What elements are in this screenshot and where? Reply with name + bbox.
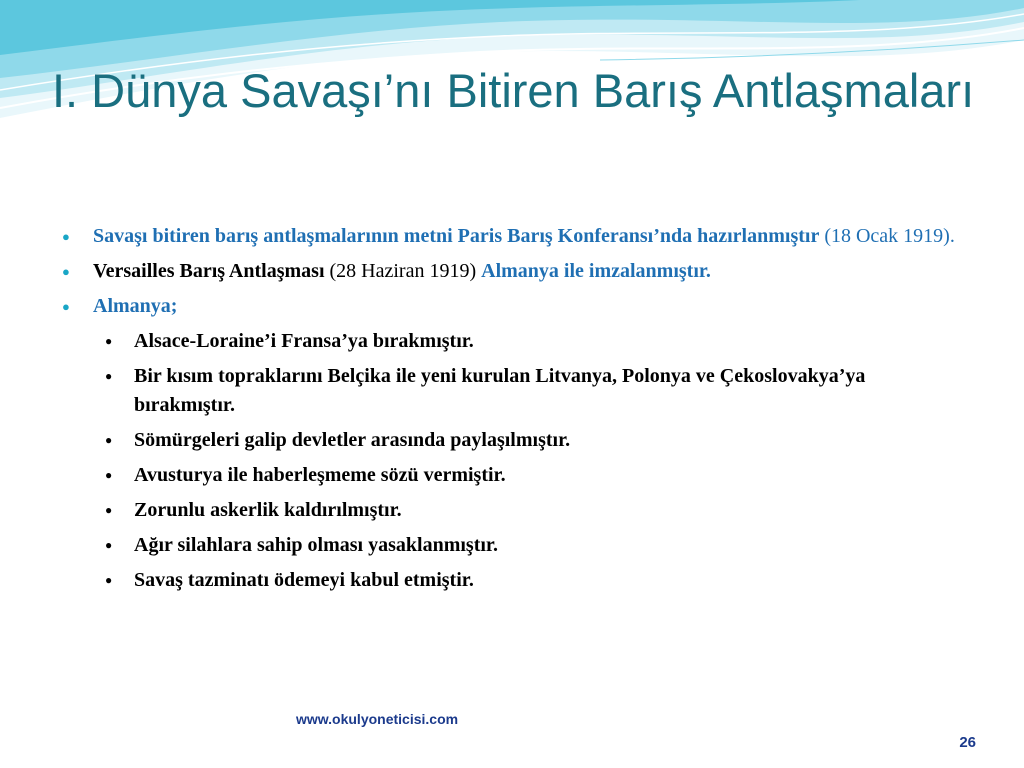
bullet-dot-icon: ● bbox=[62, 264, 70, 279]
sub-bullet-item bbox=[60, 496, 960, 525]
sub-bullet-dot-icon: ● bbox=[105, 468, 113, 482]
sub-bullet-dot-icon: ● bbox=[105, 334, 113, 348]
sub-bullet-text: Sömürgeleri galip devletler arasında paylaşılmıştır. bbox=[134, 429, 571, 451]
sub-bullet-item bbox=[60, 426, 960, 455]
bullet-text-date: (28 Haziran 1919) bbox=[324, 260, 482, 282]
sub-bullet-item bbox=[60, 327, 960, 356]
sub-bullet-text: Avusturya ile haberleşmeme sözü vermiştir. bbox=[134, 464, 506, 486]
sub-bullet-dot-icon: ● bbox=[105, 369, 113, 383]
bullet-dot-icon: ● bbox=[62, 229, 70, 244]
sub-bullet-dot-icon: ● bbox=[105, 538, 113, 552]
sub-bullet-item bbox=[60, 566, 960, 595]
bullet-text-date: (18 Ocak 1919). bbox=[819, 225, 955, 247]
page-number: 26 bbox=[959, 734, 976, 751]
sub-bullet-item bbox=[60, 362, 960, 420]
sub-bullet-dot-icon: ● bbox=[105, 503, 113, 517]
sub-bullet-dot-icon: ● bbox=[105, 573, 113, 587]
footer-website-link[interactable]: www.okulyoneticisi.com bbox=[296, 711, 459, 727]
bullet-text-emphasis: Almanya ile imzalanmıştır. bbox=[481, 260, 711, 282]
bullet-text-emphasis: Savaşı bitiren barış antlaşmalarının metni Paris Barış Konferansı’nda hazırlanmıştır bbox=[93, 225, 820, 247]
slide-content bbox=[60, 222, 960, 601]
bullet-text-emphasis: Almanya; bbox=[93, 295, 178, 317]
bullet-item bbox=[60, 292, 960, 321]
bullet-item bbox=[60, 257, 960, 286]
sub-bullet-text: Zorunlu askerlik kaldırılmıştır. bbox=[134, 499, 402, 521]
sub-bullet-item bbox=[60, 531, 960, 560]
sub-bullet-text: Savaş tazminatı ödemeyi kabul etmiştir. bbox=[134, 569, 474, 591]
sub-bullet-text: Bir kısım topraklarını Belçika ile yeni kurulan Litvanya, Polonya ve Çekoslovakya’ya bırakmıştır. bbox=[134, 365, 866, 416]
bullet-text-treaty: Versailles Barış Antlaşması bbox=[93, 260, 325, 282]
slide-title: I. Dünya Savaşı’nı Bitiren Barış Antlaşmaları bbox=[52, 64, 975, 117]
sub-bullet-dot-icon: ● bbox=[105, 433, 113, 447]
bullet-item bbox=[60, 222, 960, 251]
sub-bullet-text: Alsace-Loraine’i Fransa’ya bırakmıştır. bbox=[134, 330, 474, 352]
sub-bullet-text: Ağır silahlara sahip olması yasaklanmıştır. bbox=[134, 534, 498, 556]
bullet-dot-icon: ● bbox=[62, 299, 70, 314]
sub-bullet-item bbox=[60, 461, 960, 490]
